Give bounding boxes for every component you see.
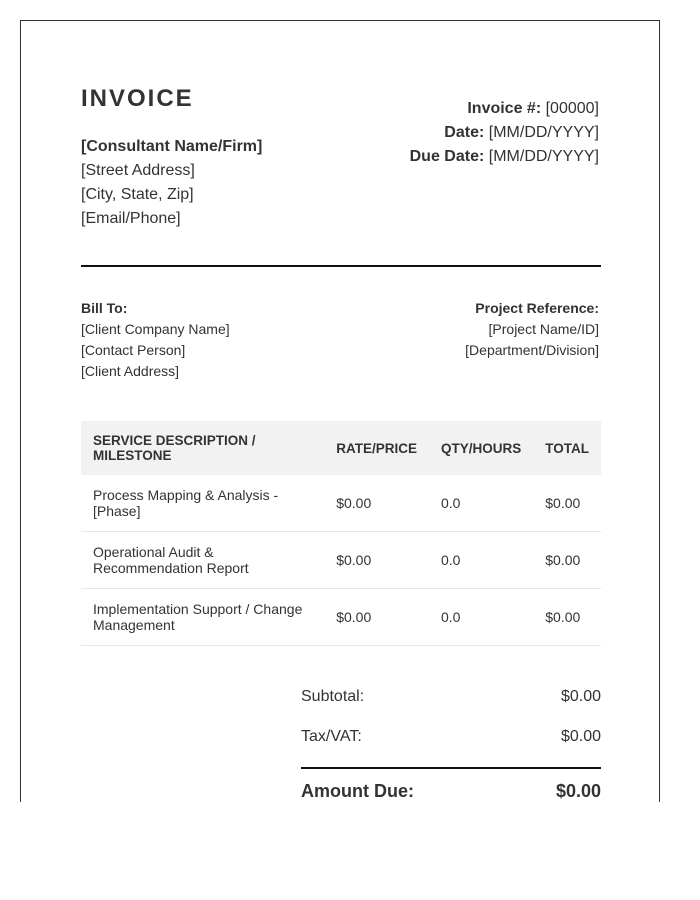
row-rate: $0.00 bbox=[324, 589, 429, 646]
subtotal-value: $0.00 bbox=[560, 688, 601, 705]
table-row bbox=[81, 475, 601, 532]
consultant-street: [Street Address] bbox=[81, 162, 195, 179]
subtotal-row bbox=[301, 681, 601, 721]
invoice-number-label: Invoice #: bbox=[467, 100, 542, 117]
row-total: $0.00 bbox=[533, 475, 601, 532]
row-total: $0.00 bbox=[533, 589, 601, 646]
invoice-date-line bbox=[410, 121, 599, 145]
header-qty: QTY/HOURS bbox=[429, 421, 533, 475]
due-date-value: [MM/DD/YYYY] bbox=[488, 148, 599, 165]
due-date-label: Due Date: bbox=[409, 148, 485, 165]
header-total: TOTAL bbox=[533, 421, 601, 475]
bill-to-heading: Bill To: bbox=[81, 300, 128, 316]
row-description: Process Mapping & Analysis - [Phase] bbox=[81, 475, 324, 532]
project-reference-block bbox=[465, 298, 599, 361]
header-description: SERVICE DESCRIPTION / MILESTONE bbox=[81, 421, 324, 475]
invoice-number-line bbox=[410, 97, 599, 121]
invoice-number-value: [00000] bbox=[545, 100, 599, 117]
table-row bbox=[81, 589, 601, 646]
consultant-city: [City, State, Zip] bbox=[81, 186, 194, 203]
tax-label: Tax/VAT: bbox=[301, 728, 362, 745]
invoice-date-value: [MM/DD/YYYY] bbox=[488, 124, 599, 141]
row-description: Implementation Support / Change Management bbox=[81, 589, 324, 646]
totals-block bbox=[301, 681, 601, 802]
client-address: [Client Address] bbox=[81, 363, 180, 379]
row-rate: $0.00 bbox=[324, 475, 429, 532]
client-company: [Client Company Name] bbox=[81, 321, 230, 337]
amount-due-value: $0.00 bbox=[555, 781, 601, 801]
header-divider bbox=[81, 265, 601, 267]
invoice-meta bbox=[410, 97, 599, 169]
header-rate: RATE/PRICE bbox=[324, 421, 429, 475]
row-qty: 0.0 bbox=[429, 475, 533, 532]
consultant-name: [Consultant Name/Firm] bbox=[81, 138, 263, 155]
row-description: Operational Audit & Recommendation Report bbox=[81, 532, 324, 589]
consultant-contact: [Email/Phone] bbox=[81, 210, 181, 227]
subtotal-label: Subtotal: bbox=[301, 688, 365, 705]
row-qty: 0.0 bbox=[429, 532, 533, 589]
project-reference-heading: Project Reference: bbox=[475, 300, 599, 316]
consultant-block bbox=[81, 135, 262, 231]
client-contact: [Contact Person] bbox=[81, 342, 186, 358]
due-date-line bbox=[410, 145, 599, 169]
bill-to-block bbox=[81, 298, 230, 382]
table-header-row bbox=[81, 421, 601, 475]
row-rate: $0.00 bbox=[324, 532, 429, 589]
amount-due-row bbox=[301, 767, 601, 802]
invoice-date-label: Date: bbox=[444, 124, 485, 141]
project-name: [Project Name/ID] bbox=[488, 321, 599, 337]
table-row bbox=[81, 532, 601, 589]
line-items-table bbox=[81, 421, 601, 646]
tax-row bbox=[301, 721, 601, 761]
invoice-title: INVOICE bbox=[81, 85, 194, 112]
project-department: [Department/Division] bbox=[465, 342, 599, 358]
row-total: $0.00 bbox=[533, 532, 601, 589]
amount-due-label: Amount Due: bbox=[301, 781, 414, 801]
tax-value: $0.00 bbox=[560, 728, 601, 745]
row-qty: 0.0 bbox=[429, 589, 533, 646]
invoice-page bbox=[20, 20, 660, 802]
